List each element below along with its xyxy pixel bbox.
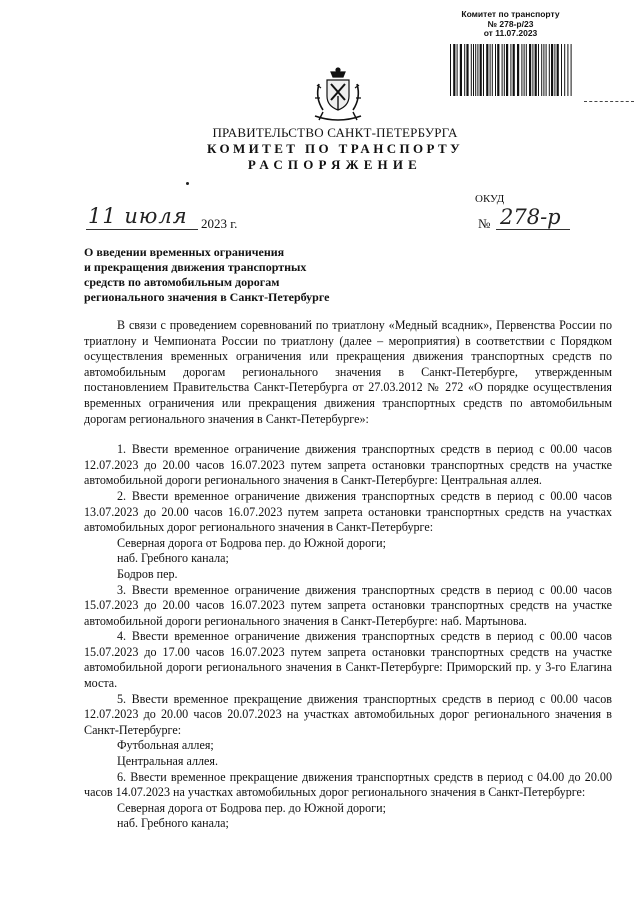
item-1: 1. Ввести временное ограничение движения транспортных средств в период с 00.00 часов 12.07.2023 до 20.00 часов 16.07.2023 путем запрета остановки транспортных средств на участке автомобильной дороги регионального значения в Санкт-Петербурге: Центральная аллея. [84, 442, 612, 488]
subject-line: средств по автомобильным дорогам [84, 275, 280, 289]
barcode-bar [475, 44, 476, 96]
barcode-bar [513, 44, 515, 96]
stamp-line-2: № 278-р/23 [487, 18, 534, 29]
subject-line: регионального значения в Санкт-Петербурге [84, 290, 330, 304]
dot-mark [186, 182, 189, 185]
handwritten-number: 278-р [500, 205, 561, 229]
okud-label: ОКУД [475, 193, 505, 205]
barcode-bar [460, 44, 462, 96]
barcode-bar [567, 44, 568, 96]
list-item: наб. Гребного канала; [117, 816, 229, 831]
number-underline [496, 229, 570, 230]
barcode-bar [450, 44, 451, 96]
barcode-bar [490, 44, 491, 96]
barcode-bar [483, 44, 484, 96]
item-3: 3. Ввести временное ограничение движения транспортных средств в период с 00.00 часов 15.07.2023 до 20.00 часов 16.07.2023 путем запрета остановки транспортных средств на участке автомобильной дороги регионального значения в Санкт-Петербурге: наб. Мартынова. [84, 582, 612, 628]
barcode-bar [497, 44, 499, 96]
list-item: Бодров пер. [117, 566, 178, 581]
spb-coat-of-arms-icon [309, 66, 367, 124]
list-item: Северная дорога от Бодрова пер. до Южной дороги; [117, 535, 386, 550]
document-subject [84, 245, 344, 305]
barcode-bar [492, 44, 493, 96]
barcode-bar [532, 44, 533, 96]
stamp-line-3: от 11.07.2023 [483, 28, 538, 38]
barcode-bar [571, 44, 572, 96]
barcode-bar [524, 44, 525, 96]
barcode-bar [529, 44, 531, 96]
barcode-bar [480, 44, 482, 96]
date-underline [86, 229, 198, 230]
barcode-bar [535, 44, 537, 96]
list-item: наб. Гребного канала; [117, 551, 229, 566]
subject-line: О введении временных ограничения [84, 245, 285, 259]
barcode-bar [549, 44, 550, 96]
dashed-mark [584, 101, 634, 102]
barcode-bar [457, 44, 458, 96]
document-body [84, 318, 612, 832]
barcode-bar [506, 44, 508, 96]
item-6: 6. Ввести временное прекращение движения транспортных средств в период с 04.00 до 20.00 часов 14.07.2023 на участках автомобильных дорог регионального значения в Санкт-Петербурге: [84, 769, 612, 800]
list-item: Северная дорога от Бодрова пер. до Южной дороги; [117, 800, 386, 815]
barcode-bar [561, 44, 562, 96]
item-5: 5. Ввести временное прекращение движения транспортных средств в период с 00.00 часов 12.07.2023 до 20.00 часов 20.07.2023 на участках автомобильных дорог регионального значения в Санкт-Петербурге: [84, 691, 612, 737]
list-item: Футбольная аллея; [117, 738, 214, 753]
list-item: Центральная аллея. [117, 754, 219, 769]
barcode-bar [504, 44, 505, 96]
barcode-bar [526, 44, 527, 96]
intro-paragraph: В связи с проведением соревнований по триатлону «Медный всадник», Первенства России по триатлону и Чемпионата России по триатлону (далее – мероприятия) в соответствии с Порядком осуществления временных ограничения или прекращения движения транспортных средств по автомобильным дорогам регионального значения в Санкт-Петербурге, утвержденным постановлением Правительства Санкт-Петербурга от 27.03.2012 № 272 «О порядке осуществления временных ограничения или прекращения движения транспортных средств по автомобильным дорогам регионального значения в Санкт-Петербурге»: [84, 318, 612, 426]
barcode-bar [546, 44, 547, 96]
barcode-bar [477, 44, 478, 96]
number-sign: № [478, 216, 491, 231]
barcode-bar [495, 44, 496, 96]
barcode-bar [521, 44, 522, 96]
barcode-bar [517, 44, 519, 96]
date-year: 2023 г. [201, 216, 238, 231]
barcode-bar [557, 44, 559, 96]
handwritten-date: 11 июля [88, 204, 188, 228]
subject-line: и прекращения движения транспортных [84, 260, 307, 274]
barcode-bar [538, 44, 539, 96]
committee-title: КОМИТЕТ ПО ТРАНСПОРТУ [206, 141, 464, 156]
barcode-bar [554, 44, 555, 96]
stamp-line-1: Комитет по транспорту [461, 9, 560, 19]
barcode-bar [453, 44, 455, 96]
barcode-bar [541, 44, 542, 96]
document-type: РАСПОРЯЖЕНИЕ [247, 157, 423, 172]
barcode-bar [564, 44, 565, 96]
barcode-bar [543, 44, 544, 96]
registration-stamp [448, 10, 573, 39]
barcode-icon [450, 44, 572, 96]
barcode-bar [510, 44, 511, 96]
government-title: ПРАВИТЕЛЬСТВО САНКТ-ПЕТЕРБУРГА [212, 125, 458, 140]
barcode-bar [486, 44, 488, 96]
item-2: 2. Ввести временное ограничение движения транспортных средств в период с 00.00 часов 13.07.2023 до 20.00 часов 16.07.2023 путем запрета остановки транспортных средств на участках автомобильных дорог регионального значения в Санкт-Петербурге: [84, 488, 612, 535]
barcode-bar [466, 44, 468, 96]
barcode-bar [502, 44, 503, 96]
barcode-bar [473, 44, 474, 96]
barcode-bar [464, 44, 465, 96]
barcode-bar [551, 44, 553, 96]
item-4: 4. Ввести временное ограничение движения транспортных средств в период с 00.00 часов 15.07.2023 до 17.00 часов 16.07.2023 путем запрета остановки транспортных средств на участке автомобильной дороги регионального значения в Санкт-Петербурге: Приморский пр. у 3-го Елагина моста. [84, 629, 612, 691]
barcode-bar [471, 44, 472, 96]
